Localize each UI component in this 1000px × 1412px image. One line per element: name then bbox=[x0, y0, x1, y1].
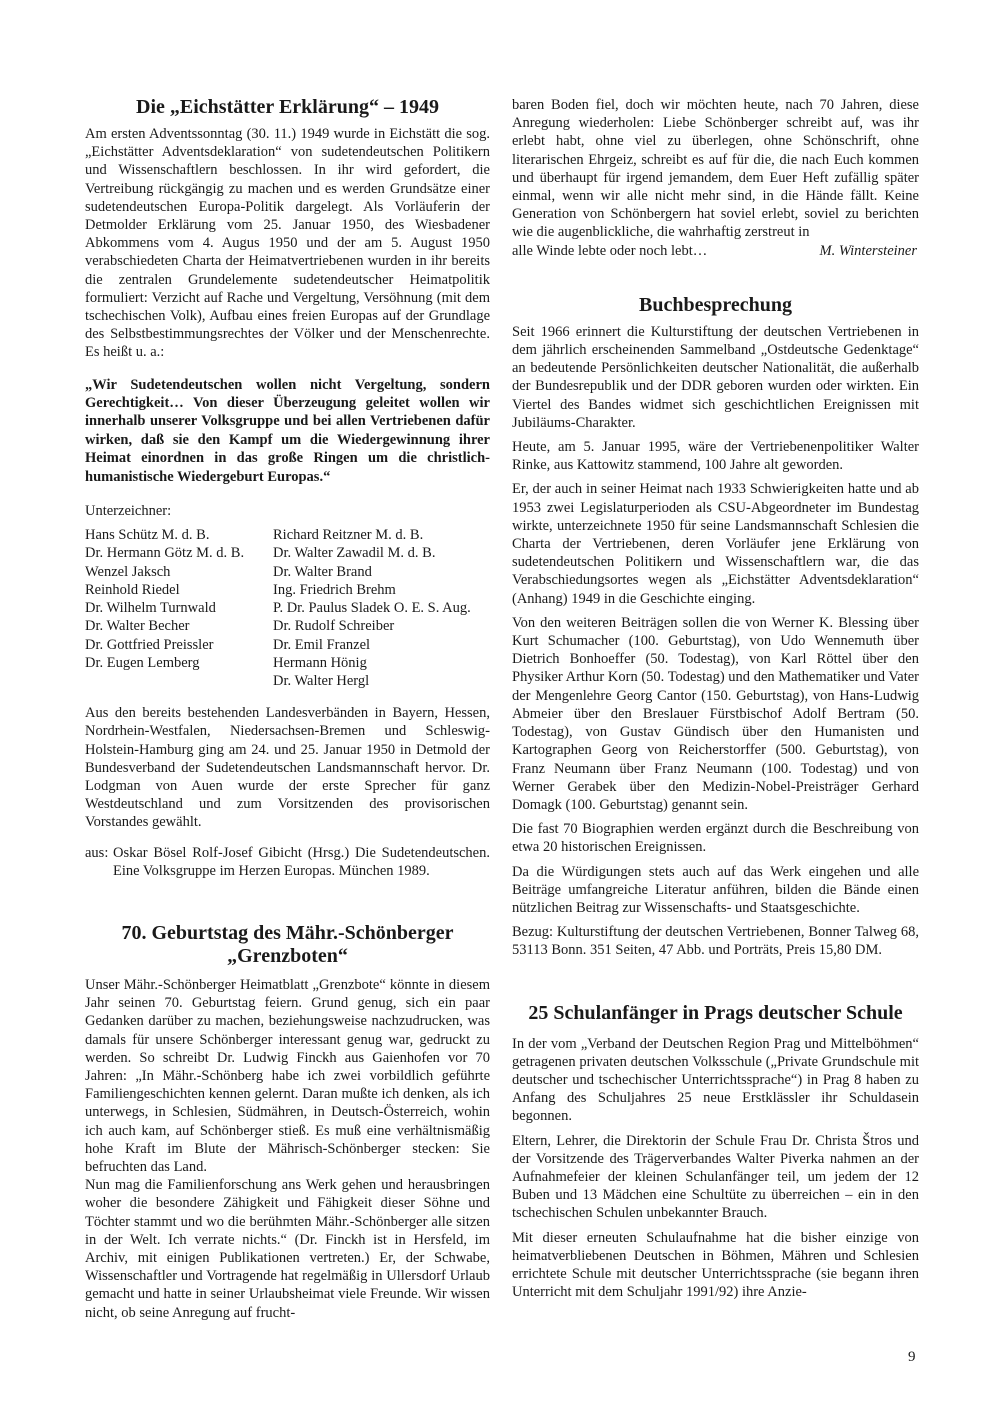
signers-list bbox=[85, 526, 490, 690]
buch-paragraph-2: Heute, am 5. Januar 1995, wäre der Vertriebenenpolitiker Walter Rinke, aus Kattowitz stammend, 100 Jahre alt geworden. bbox=[512, 439, 919, 474]
signer-name: Dr. Emil Franzel bbox=[273, 636, 371, 653]
heading-buchbesprechung: Buchbesprechung bbox=[638, 293, 792, 316]
landsmannschaft-paragraph: Aus den bereits bestehenden Landesverbänden in Bayern, Hessen, Nordrhein-Westfalen, Niedersachsen-Bremen und Schleswig-Holstein-Hamburg ging am 24. und 25. Januar 1950 in Detmold der Bundesverband der Sudetendeutschen Landsmannschaft hervor. Dr. Lodgman von Auen wurde der erste Sprecher für ganz Westdeutschland und zum Vorsitzenden des provisorischen Vorstandes gewählt. bbox=[85, 705, 490, 831]
signer-name: Dr. Walter Brand bbox=[273, 563, 372, 580]
source-text: Oskar Bösel Rolf-Josef Gibicht (Hrsg.) Die Sudetendeutschen. Eine Volksgruppe im Herzen Europas. München 1989. bbox=[113, 844, 490, 879]
signers-column-1 bbox=[85, 526, 273, 690]
continuation-last-line: alle Winde lebte oder noch lebt… bbox=[512, 242, 708, 259]
signer-name: Dr. Rudolf Schreiber bbox=[273, 618, 395, 635]
buch-paragraph-4: Von den weiteren Beiträgen sollen die von Werner K. Blessing über Kurt Schumacher (100. Geburtstag), von Udo Wennemuth über Dietrich Bonhoeffer (50. Todestag), von Karl Röttel über den Physiker Arthur Korn (50. Todestag) und den Mathematiker und Vater der Mengenlehre Georg Cantor (150. Geburtstag), von Hans-Ludwig Abmeier über den Breslauer Fürstbischof Adolf Bertram (50. Todestag), von Gustav Gündisch über den Humanisten und Kartographen Georg von Reicherstorffer (500. Geburtstag), von Franz Neumann über Franz Neumann (100. Todestag) und von Werner Gerabek über den Medizin-Nobel-Preisträger Gerhard Domagk (100. Geburtstag) genannt sein. bbox=[512, 614, 919, 813]
signature-line bbox=[512, 242, 919, 260]
signers-column-2 bbox=[273, 526, 490, 690]
grenzboten-paragraph-1: Unser Mähr.-Schönberger Heimatblatt „Grenzbote“ könnte in diesem Jahr seinen 70. Geburtstag feiern. Grund genug, sich ein paar Gedanken darüber zu machen, beziehungsweise nachzudrucken, was damals für unsere Schönberger interessant genug war, gedruckt zu werden. So schreibt Dr. Ludwig Finckh aus Gaienhofen vor 70 Jahren: „In Mähr.-Schönberg habe ich zwei vorbildlich geführte Familiengeschichten kennen gelernt. Daran mußte ich denken, als ich unterwegs, in Schlesien, Südmähren, in Deutsch-Österreich, wohin ich auch kam, auf Schönberger stieß. Es muß eine verhältnismäßig hohe Kraft im Blute der Mährisch-Schönberger stecken: Sie befruchten das Land. bbox=[85, 976, 490, 1175]
schule-paragraph-3: Mit dieser erneuten Schulaufnahme hat die bisher einzige von heimatverbliebenen Deutschen in Böhmen, Mähren und Schlesien errichtete Schule mit deutscher Unterrichtssprache (sie begann ihren Unterricht mit dem Schuljahr 1991/92) ihre Anzie- bbox=[512, 1229, 919, 1301]
signer-name: Dr. Walter Zawadil M. d. B. bbox=[273, 545, 436, 562]
signer-name: Hans Schütz M. d. B. bbox=[85, 527, 210, 544]
left-column bbox=[85, 96, 490, 1322]
signer-name: Dr. Walter Becher bbox=[85, 618, 190, 635]
heading-grenzboten: 70. Geburtstag des Mähr.-Schönberger „Grenzboten“ bbox=[121, 921, 454, 967]
buch-paragraph-6: Da die Würdigungen stets auch auf das Werk eingehen und alle Beiträge umfangreiche Literatur anführen, bilden die Bände einen nützlichen Beitrag zur Wissenschafts- und Staatsgeschichte. bbox=[512, 863, 919, 916]
declaration-quote: „Wir Sudetendeutschen wollen nicht Vergeltung, sondern Gerechtigkeit… Von dieser Überzeugung geleitet wollen wir innerhalb unserer Volksgruppe und bei allen Vertriebenen dafür wirken, daß sie den Kampf um die Wiedergewinnung ihrer Heimat einordnen in das große Ringen um die christlich-humanistische Wiedergeburt Europas.“ bbox=[85, 376, 490, 485]
continuation-paragraph: baren Boden fiel, doch wir möchten heute, nach 70 Jahren, diese Anregung wiederholen: Liebe Schönberger schreibt auf, was ihr erlebt habt, ohne viel zu überlegen, ohne Schönschrift, ohne literarischen Ehrgeiz, schreibt es auf für die, die nach Euch kommen und überhaupt für irgend jemandem, dem Euer Heft zufällig später einmal, wenn wir alle nicht mehr sind, in die Hände fällt. Keine Generation von Schönbergern hat soviel erlebt, soviel zu berichten wie die augenblickliche, die wahrhaftig zerstreut in bbox=[512, 97, 919, 241]
signer-name: Wenzel Jaksch bbox=[85, 563, 171, 580]
schule-paragraph-1: In der vom „Verband der Deutschen Region Prag und Mittelböhmen“ getragenen privaten deutschen Volksschule („Private Grundschule mit deutscher und tschechischer Unterrichtssprache“) in Prag 8 haben zu Anfang des Schuljahres 25 neue Erstklässler ihr Schuldasein begonnen. bbox=[512, 1035, 919, 1125]
source-prefix: aus: bbox=[85, 844, 109, 861]
signer-name: Ing. Friedrich Brehm bbox=[273, 581, 396, 598]
buch-paragraph-5: Die fast 70 Biographien werden ergänzt durch die Beschreibung von etwa 20 historischen Ereignissen. bbox=[512, 821, 919, 856]
signers-label: Unterzeichner: bbox=[85, 503, 172, 520]
page-number: 9 bbox=[908, 1349, 916, 1365]
signer-name: Hermann Hönig bbox=[273, 654, 367, 671]
signer-name: Dr. Gottfried Preissler bbox=[85, 636, 214, 653]
signer-name: Dr. Hermann Götz M. d. B. bbox=[85, 545, 245, 562]
heading-schulanfaenger: 25 Schulanfänger in Prags deutscher Schule bbox=[528, 1001, 903, 1024]
signer-name: Dr. Wilhelm Turnwald bbox=[85, 600, 216, 617]
signer-name: Dr. Walter Hergl bbox=[273, 672, 370, 689]
heading-eichstaetter-erklaerung: Die „Eichstätter Erklärung“ – 1949 bbox=[136, 96, 439, 118]
signer-name: P. Dr. Paulus Sladek O. E. S. Aug. bbox=[273, 600, 471, 617]
signer-name: Richard Reitzner M. d. B. bbox=[273, 527, 424, 544]
schule-paragraph-2: Eltern, Lehrer, die Direktorin der Schule Frau Dr. Christa Štros und der Vorsitzende des Trägerverbandes Walter Piverka nahmen an der Aufnahmefeier der kleinen Schulanfänger teil, um jedem der 12 Buben und 13 Mädchen eine Schultüte zu überreichen – ein in den tschechischen Schulen unbekannter Brauch. bbox=[512, 1132, 919, 1222]
buch-paragraph-7: Bezug: Kulturstiftung der deutschen Vertriebenen, Bonner Talweg 68, 53113 Bonn. 351 Seiten, 47 Abb. und Porträts, Preis 15,80 DM. bbox=[512, 924, 919, 959]
signer-name: Reinhold Riedel bbox=[85, 581, 180, 598]
intro-paragraph: Am ersten Adventssonntag (30. 11.) 1949 wurde in Eichstätt die sog. „Eichstätter Adventsdeklaration“ von sudetendeutschen Politikern und Wissenschaftlern beschlossen. In ihr wird gefordert, die Vertreibung rückgängig zu machen und es werden Grundsätze einer sudetendeutschen Europa-Politik dargelegt. Als Vorläuferin der Detmolder Erklärung vom 25. Januar 1950, des Wiesbadener Abkommens vom 4. Augus 1950 und der am 5. August 1950 verabschiedeten Charta der Heimatvertriebenen wurden in ihr bereits die zentralen Grundelemente sudetendeutscher Heimatpolitik formuliert: Verzicht auf Rache und Vergeltung, Versöhnung (mit dem tschechischen Volk), Aufbau eines freien Europas auf der Grundlage des Selbstbestimmungsrechtes der Völker und der Menschenrechte. Es heißt u. a.: bbox=[85, 126, 490, 361]
buch-paragraph-1: Seit 1966 erinnert die Kulturstiftung der deutschen Vertriebenen in dem jährlich erscheinenden Sammelband „Ostdeutsche Gedenktage“ an bedeutende Persönlichkeiten deutscher Nationalität, die außerhalb der Bundesrepublik und der DDR geboren wurden oder wirkten. Ein Viertel des Bandes widmet sich geschichtlichen Ereignissen mit Jubiläums-Charakter. bbox=[512, 323, 919, 431]
grenzboten-paragraph-2: Nun mag die Familienforschung ans Werk gehen und herausbringen woher die besondere Zähigkeit und Fähigkeit dieser Söhne und Töchter stammt und wo die berühmten Mähr.-Schönberger alle sitzen in der Welt. Ich verrate nichts.“ (Dr. Finckh ist in Hersfeld, im Archiv, mit einigen Publikationen vertreten.) Er, der Schwabe, Wissenschaftler und Vortragende hat regelmäßig in Ullersdorf Urlaub gemacht und hatte in seiner Urlaubsheimat viele Freunde. Wir wissen nicht, ob seine Anregung auf frucht- bbox=[85, 1177, 490, 1321]
right-column bbox=[512, 96, 919, 1301]
buch-paragraph-3: Er, der auch in seiner Heimat nach 1933 Schwierigkeiten hatte und ab 1953 zwei Legislaturperioden als CSU-Abgeordneter im Bundestag wirkte, unterzeichnete 1950 für seine Landsmannschaft Schlesien die Charta der Vertriebenen, deren Vorläufer jene Erklärung von sudetendeutschen Politikern und Wissenschaftlern war, die das Verabschiedungsortes wegen als „Eichstätter Adventsdeklaration“ (Anhang) 1949 in die Geschichte einging. bbox=[512, 481, 919, 607]
article-author: M. Wintersteiner bbox=[819, 242, 917, 259]
signer-name: Dr. Eugen Lemberg bbox=[85, 654, 200, 671]
source-citation bbox=[85, 844, 490, 880]
